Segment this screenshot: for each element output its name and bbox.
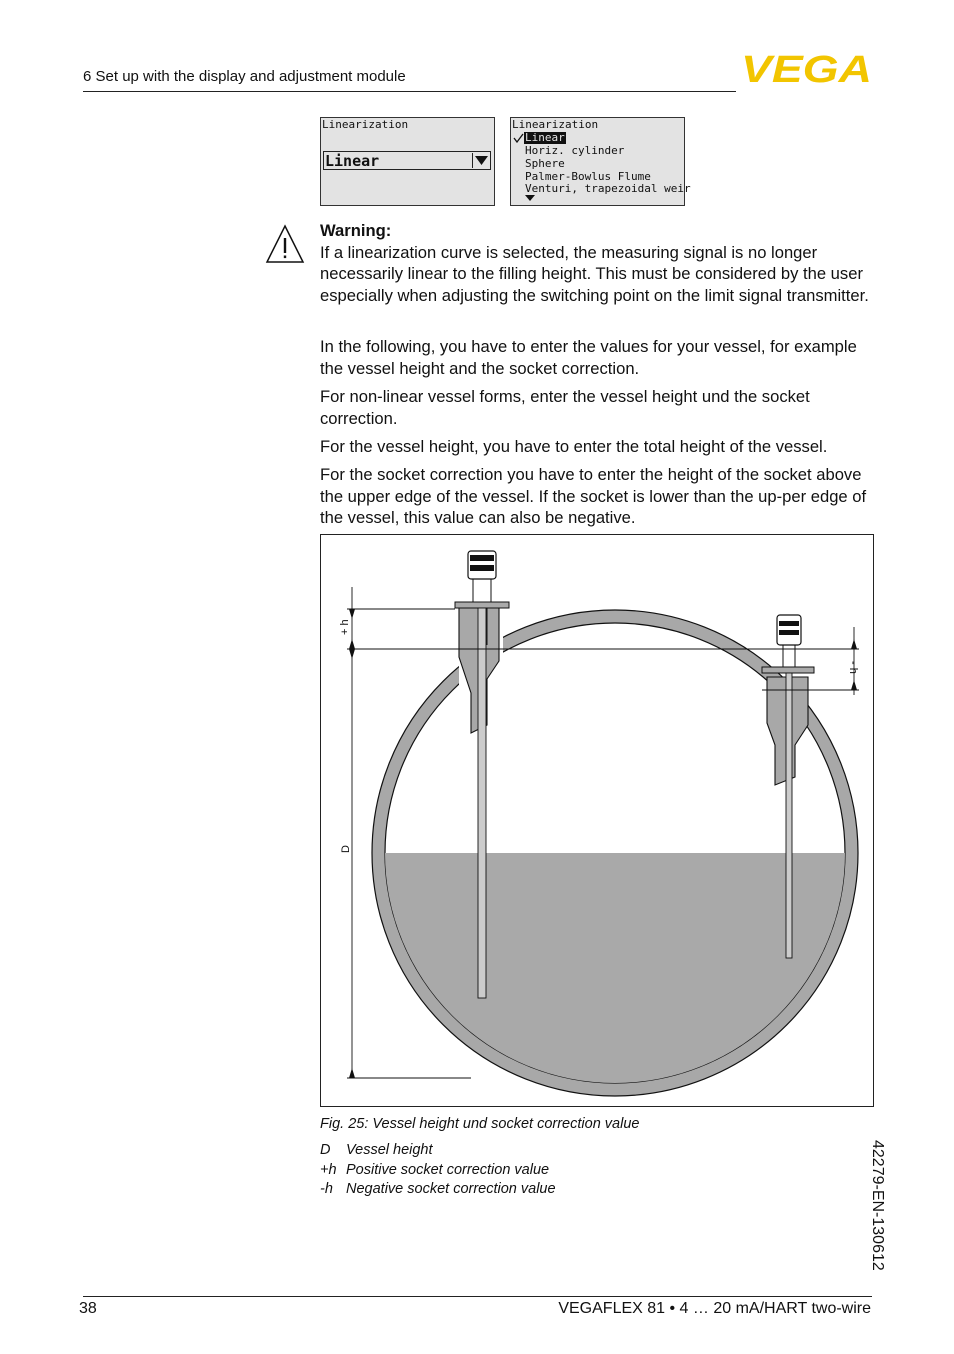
lcd-menu-option-sphere[interactable]: Sphere [525, 157, 565, 170]
header-rule [83, 91, 736, 92]
legend-text: Vessel height [346, 1142, 433, 1158]
figure-legend [320, 1141, 556, 1200]
lcd-linearization-menu [510, 117, 691, 206]
lcd-menu-option-linear[interactable]: Linear [525, 131, 565, 144]
figure-caption: Fig. 25: Vessel height und socket correction value [320, 1116, 640, 1132]
paragraph-vessel-height: For the vessel height, you have to enter the total height of the vessel. [320, 437, 828, 456]
page-number: 38 [79, 1300, 97, 1317]
vessel-diagram [321, 535, 873, 1106]
warning-title: Warning: [320, 221, 392, 240]
vega-logo [741, 52, 872, 84]
legend-key: D [320, 1142, 331, 1158]
lcd-menu-option-palmer-bowlus[interactable]: Palmer-Bowlus Flume [525, 170, 651, 183]
svg-text:VEGA: VEGA [741, 52, 872, 84]
paragraph-socket-correction: For the socket correction you have to enter the height of the socket above the upper edge of the vessel. If the socket is lower than the up-per edge of the vessel, this value can also be negative. [320, 465, 867, 528]
footer-title: VEGAFLEX 81 • 4 … 20 mA/HART two-wire [558, 1300, 871, 1317]
lcd-title: Linearization [322, 118, 409, 131]
legend-row-d [320, 1141, 556, 1161]
lcd-menu-option-venturi[interactable]: Venturi, trapezoidal weir [525, 182, 691, 195]
legend-row-plus-h [320, 1161, 556, 1181]
lcd-menu-title: Linearization [512, 118, 599, 131]
warning-text: If a linearization curve is selected, the measuring signal is no longer necessarily linear to the filling height. This must be considered by the user especially when adjusting the switching point on the limit signal transmitter. [320, 242, 869, 305]
checkmark-icon [513, 133, 524, 143]
legend-row-minus-h [320, 1180, 556, 1200]
lcd-menu-option-horiz-cylinder[interactable]: Horiz. cylinder [525, 144, 625, 157]
label-d: D [340, 845, 352, 853]
header-section-title: 6 Set up with the display and adjustment module [83, 68, 406, 85]
chevron-down-icon [472, 153, 489, 168]
warning-icon [265, 224, 305, 264]
lcd-dropdown[interactable] [323, 151, 491, 170]
legend-text: Negative socket correction value [346, 1181, 556, 1197]
lcd-linearization-select [320, 117, 495, 206]
legend-key: +h [320, 1161, 337, 1178]
document-code: 42279-EN-130612 [869, 1140, 886, 1271]
lcd-dropdown-value: Linear [325, 152, 380, 170]
legend-key: -h [320, 1181, 333, 1197]
legend-text: Positive socket correction value [346, 1161, 550, 1178]
footer-rule [83, 1296, 872, 1297]
label-minus-h: - h [847, 661, 859, 674]
label-plus-h: + h [339, 619, 351, 635]
paragraph-intro: In the following, you have to enter the values for your vessel, for example the vessel height and the socket correction. [320, 337, 857, 378]
scroll-down-icon [525, 195, 535, 201]
paragraph-nonlinear: For non-linear vessel forms, enter the vessel height und the socket correction. [320, 387, 810, 428]
vessel-figure [320, 534, 874, 1107]
